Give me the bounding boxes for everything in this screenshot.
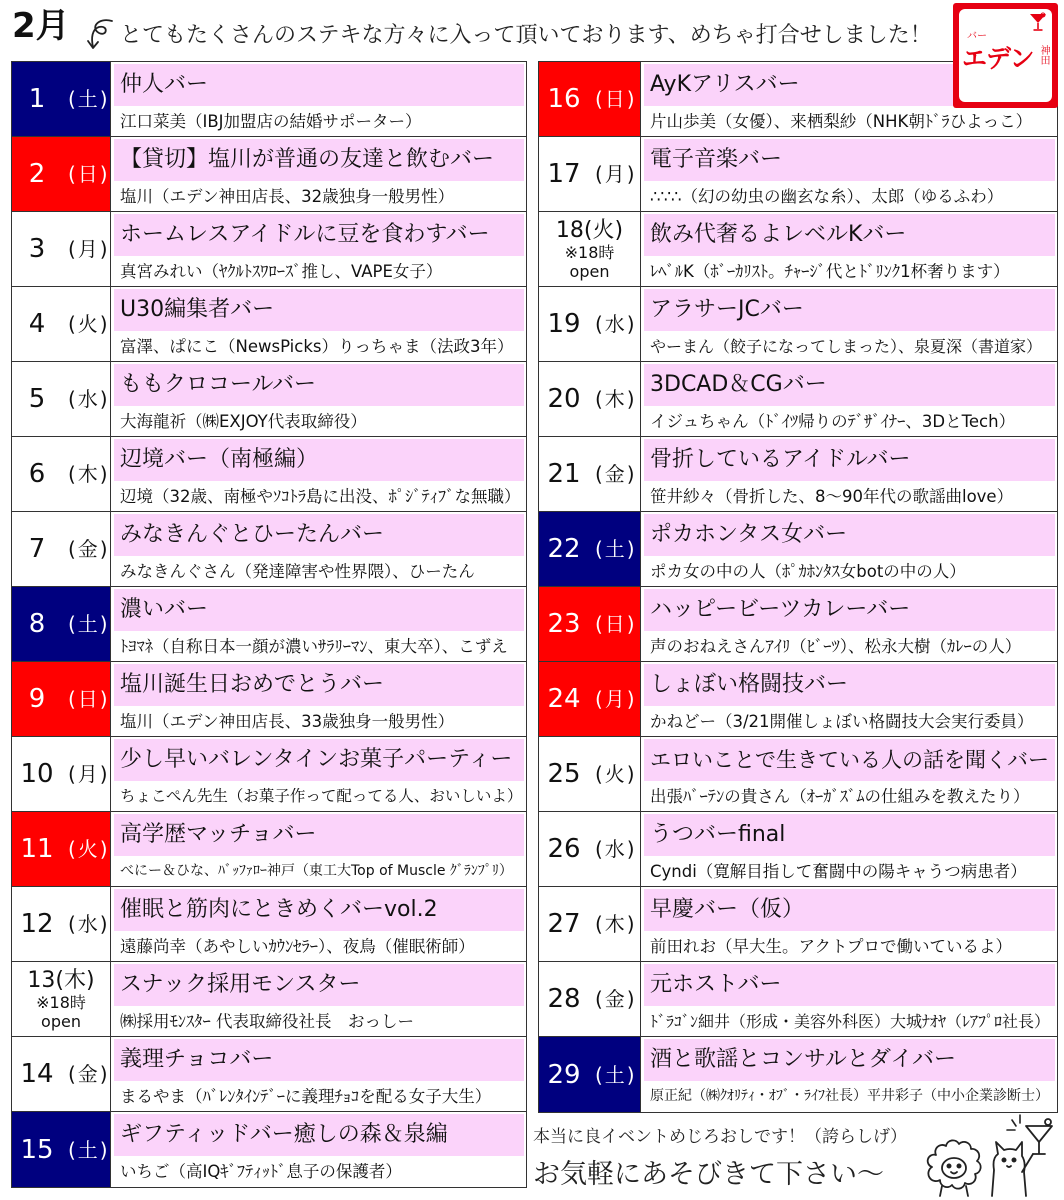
event-title: 3DCAD＆CGバー [644, 364, 1055, 406]
event-host: ちょこぺん先生（お菓子作って配ってる人、おいしいよ） [120, 787, 522, 805]
schedule-row [539, 362, 1057, 437]
day-number: 21 [547, 459, 581, 489]
event-title: 辺境バー（南極編） [114, 439, 524, 481]
event-title: 【貸切】塩川が普通の友達と飲むバー [114, 139, 524, 181]
schedule-row [539, 662, 1057, 737]
day-number: 18 [555, 217, 584, 243]
day-cell [12, 887, 111, 961]
day-weekday: (金) [595, 462, 637, 486]
event-cell [641, 362, 1057, 436]
eden-logo [953, 3, 1058, 108]
event-title: ギフティッドバー癒しの森＆泉編 [114, 1114, 524, 1156]
event-host: 塩川（エデン神田店長、33歳独身一般男性） [120, 712, 455, 731]
schedule-row [12, 62, 526, 137]
day-cell [12, 737, 111, 811]
event-cell [111, 1112, 526, 1187]
event-title: 骨折しているアイドルバー [644, 439, 1055, 481]
day-cell [12, 137, 111, 211]
day-cell [12, 1112, 111, 1187]
schedule-row [12, 1112, 526, 1187]
day-number: 4 [28, 309, 46, 339]
day-weekday: (月) [595, 687, 637, 711]
event-host: まるやま（ﾊﾞﾚﾝﾀｲﾝﾃﾞｰに義理ﾁｮｺを配る女子大生） [120, 1087, 492, 1106]
day-weekday: (月) [68, 237, 110, 261]
schedule-row [12, 662, 526, 737]
sheep-character [928, 1140, 981, 1196]
schedule-row [12, 212, 526, 287]
day-weekday: (木) [55, 967, 95, 993]
day-number: 17 [547, 159, 581, 189]
day-number: 5 [28, 384, 46, 414]
day-cell [12, 812, 111, 886]
event-title: みなきんぐとひーたんバー [114, 514, 524, 556]
event-title: しょぼい格闘技バー [644, 664, 1055, 706]
header-note: とてもたくさんのステキな方々に入って頂いております、めちゃ打合せしました！ [120, 23, 932, 48]
day-cell [539, 737, 641, 811]
day-weekday: (土) [68, 612, 110, 636]
schedule-row [12, 887, 526, 962]
event-host: 笹井紗々（骨折した、8～90年代の歌謡曲love） [650, 487, 1014, 506]
day-cell [12, 662, 111, 736]
day-cell [539, 887, 641, 961]
event-host: イジュちゃん（ﾄﾞｲﾂ帰りのﾃﾞｻﾞｲﾅｰ、3DとTech） [650, 412, 1016, 431]
event-title: スナック採用モンスター [114, 964, 524, 1006]
sparkle-icon [1007, 1115, 1020, 1130]
day-weekday: (金) [68, 537, 110, 561]
day-cell [539, 962, 641, 1036]
event-title: 塩川誕生日おめでとうバー [114, 664, 524, 706]
day-number: 8 [28, 609, 46, 639]
schedule-row [12, 1037, 526, 1112]
schedule-row [539, 812, 1057, 887]
day-number: 12 [20, 909, 54, 939]
day-cell [12, 287, 111, 361]
day-weekday: (土) [68, 87, 110, 111]
raised-cocktail-glass-icon [1026, 1119, 1052, 1154]
day-cell [539, 362, 641, 436]
event-host: ﾄﾖﾏﾈ（自称日本一顔が濃いｻﾗﾘｰﾏﾝ、東大卒）、こずえ [120, 637, 508, 656]
cocktail-glass-icon [1029, 12, 1047, 32]
event-title: うつバーfinal [644, 814, 1055, 856]
day-weekday: (金) [68, 1062, 110, 1086]
day-heading [27, 968, 94, 993]
day-number: 22 [547, 534, 581, 564]
logo-panel [959, 9, 1052, 102]
event-host: 辺境（32歳、南極やｿｺﾄﾗ島に出没、ﾎﾟｼﾞﾃｨﾌﾞな無職） [120, 487, 521, 506]
day-cell [539, 662, 641, 736]
event-title: 仲人バー [114, 64, 524, 106]
day-number: 24 [547, 684, 581, 714]
day-weekday: (水) [595, 312, 637, 336]
schedule-row [539, 887, 1057, 962]
day-number: 6 [28, 459, 46, 489]
right-schedule-table [538, 61, 1058, 1113]
day-number: 9 [28, 684, 46, 714]
event-host: かねどー（3/21開催しょぼい格闘技大会実行委員） [650, 712, 1034, 731]
day-cell [539, 812, 641, 886]
day-weekday: (水) [595, 837, 637, 861]
event-title: 飲み代奢るよレベルKバー [644, 214, 1055, 256]
day-weekday: (日) [595, 87, 637, 111]
schedule-row [12, 962, 526, 1037]
day-cell [539, 62, 641, 136]
schedule-row [539, 1037, 1057, 1112]
day-cell [12, 1037, 111, 1111]
day-number: 19 [547, 309, 581, 339]
day-weekday: (水) [68, 387, 110, 411]
day-weekday: (日) [68, 687, 110, 711]
footer-message: 本当に良イベントめじろおしです！（誇らしげ） [533, 1127, 907, 1147]
event-host: ㈱採用ﾓﾝｽﾀｰ 代表取締役社長 おっしー [120, 1012, 414, 1031]
schedule-row [12, 737, 526, 812]
day-weekday: (木) [595, 387, 637, 411]
schedule-row [12, 812, 526, 887]
schedule-row [12, 362, 526, 437]
day-number: 16 [547, 84, 581, 114]
day-number: 20 [547, 384, 581, 414]
event-cell [111, 1037, 526, 1111]
day-cell [539, 212, 641, 286]
day-weekday: (火) [68, 837, 110, 861]
day-number: 7 [28, 534, 46, 564]
event-cell [641, 887, 1057, 961]
day-cell [12, 62, 111, 136]
event-cell [111, 212, 526, 286]
day-weekday: (木) [595, 912, 637, 936]
event-host: 原正紀（㈱ｸｵﾘﾃｨ・ｵﾌﾞ・ﾗｲﾌ社長）平井彩子（中小企業診断士） [650, 1088, 1049, 1104]
day-weekday: (日) [595, 612, 637, 636]
event-host: 真宮みれい（ﾔｸﾙﾄｽﾜﾛｰｽﾞ推し、VAPE女子） [120, 262, 443, 281]
day-cell [539, 512, 641, 586]
event-cell [641, 1037, 1057, 1112]
schedule-row [539, 437, 1057, 512]
event-host: 片山歩美（女優）、来栖梨紗（NHK朝ﾄﾞﾗひよっこ） [650, 112, 1033, 131]
day-weekday: (日) [68, 162, 110, 186]
schedule-row [12, 512, 526, 587]
schedule-row [539, 287, 1057, 362]
event-host: 大海龍祈（㈱EXJOY代表取締役） [120, 412, 367, 431]
day-weekday: (水) [68, 912, 110, 936]
event-cell [111, 962, 526, 1036]
day-weekday: (火) [583, 217, 624, 243]
event-host: 江口菜美（IBJ加盟店の結婚サポーター） [120, 112, 422, 131]
footer-invitation: お気軽にあそびきて下さい〜 [533, 1159, 884, 1190]
event-cell [111, 662, 526, 736]
open-time-note: ※18時 [36, 992, 86, 1012]
event-host: いちご（高IQｷﾞﾌﾃｨｯﾄﾞ息子の保護者） [120, 1162, 402, 1181]
event-cell [111, 812, 526, 886]
day-weekday: (土) [595, 1062, 637, 1087]
day-cell [12, 512, 111, 586]
event-cell [641, 137, 1057, 211]
event-cell [111, 737, 526, 811]
curl-arrow-icon [86, 16, 118, 52]
day-cell [12, 587, 111, 661]
day-weekday: (土) [68, 1137, 110, 1162]
schedule-row [539, 587, 1057, 662]
day-number: 25 [547, 759, 581, 789]
event-host: みなきんぐさん（発達障害や性界隈）、ひーたん [120, 562, 475, 581]
day-number: 15 [20, 1134, 54, 1165]
event-title: エロいことで生きている人の話を聞くバー [644, 739, 1055, 781]
event-host: 塩川（エデン神田店長、32歳独身一般男性） [120, 187, 455, 206]
schedule-row [539, 212, 1057, 287]
event-host: 遠藤尚幸（あやしいｶｳﾝｾﾗｰ）、夜鳥（催眠術師） [120, 937, 475, 956]
event-title: ポカホンタス女バー [644, 514, 1055, 556]
day-number: 28 [547, 984, 581, 1014]
day-cell [12, 437, 111, 511]
day-weekday: (金) [595, 987, 637, 1011]
day-cell [539, 287, 641, 361]
schedule-row [539, 962, 1057, 1037]
event-cell [641, 962, 1057, 1036]
event-title: 酒と歌謡とコンサルとダイバー [644, 1039, 1055, 1081]
day-weekday: (月) [595, 162, 637, 186]
event-host: やーまん（餃子になってしまった）、泉夏深（書道家） [650, 337, 1043, 356]
event-cell [111, 437, 526, 511]
day-number: 26 [547, 834, 581, 864]
event-cell [111, 62, 526, 136]
day-weekday: (月) [68, 762, 110, 786]
event-host: ﾚﾍﾞﾙK（ﾎﾞｰｶﾘｽﾄ。ﾁｬｰｼﾞ代とﾄﾞﾘﾝｸ1杯奢ります） [650, 262, 1010, 281]
event-cell [641, 812, 1057, 886]
event-cell [641, 287, 1057, 361]
event-title: 早慶バー（仮） [644, 889, 1055, 931]
day-number: 10 [20, 759, 54, 789]
event-title: 電子音楽バー [644, 139, 1055, 181]
event-host: べにー＆ひな、ﾊﾞｯﾌｧﾛｰ神戸（東工大Top of Muscle ｸﾞﾗﾝﾌﾟﾘ） [120, 863, 513, 879]
day-cell [12, 962, 111, 1036]
event-host: 前田れお（早大生。アクトプロで働いているよ） [650, 937, 1013, 956]
day-number: 13 [27, 967, 56, 993]
character-doodle-icon [912, 1112, 1060, 1198]
event-cell [641, 662, 1057, 736]
cat-character [992, 1142, 1033, 1196]
day-weekday: (火) [595, 762, 637, 786]
event-host: ∴∵∴（幻の幼虫の幽玄な糸）、太郎（ゆるふわ） [650, 187, 1004, 206]
event-host: 富澤、ぱにこ（NewsPicks）りっちゃま（法政3年） [120, 337, 514, 356]
event-title: ホームレスアイドルに豆を食わすバー [114, 214, 524, 256]
event-cell [641, 212, 1057, 286]
event-title: AyKアリスバー [644, 64, 1055, 106]
event-title: 高学歴マッチョバー [114, 814, 524, 856]
open-time-note: open [569, 261, 610, 281]
event-title: アラサーJCバー [644, 289, 1055, 331]
logo-name: エデン [962, 44, 1034, 73]
open-time-note: open [41, 1011, 81, 1031]
event-title: U30編集者バー [114, 289, 524, 331]
schedule-row [539, 737, 1057, 812]
day-weekday: (木) [68, 462, 110, 486]
day-cell [539, 587, 641, 661]
day-number: 14 [20, 1059, 54, 1089]
schedule-row [539, 137, 1057, 212]
day-heading [556, 218, 623, 243]
event-cell [641, 587, 1057, 661]
event-host: ﾄﾞﾗｺﾞﾝ細井（形成・美容外科医）大城ﾅｵﾔ（ﾚｱﾌﾟﾛ社長） [650, 1012, 1051, 1031]
day-cell [12, 362, 111, 436]
day-cell [539, 1037, 641, 1112]
event-title: 少し早いバレンタインお菓子パーティー [114, 739, 524, 781]
event-title: 義理チョコバー [114, 1039, 524, 1081]
day-weekday: (火) [68, 312, 110, 336]
open-time-note: ※18時 [564, 242, 615, 262]
schedule-row [12, 287, 526, 362]
event-cell [111, 287, 526, 361]
day-number: 1 [28, 84, 46, 114]
event-cell [641, 512, 1057, 586]
event-cell [111, 137, 526, 211]
event-cell [111, 512, 526, 586]
month-heading: 2月 [12, 6, 70, 46]
left-schedule-table [11, 61, 527, 1188]
schedule-row [12, 437, 526, 512]
logo-area: 神田 [1038, 45, 1049, 65]
schedule-row [539, 512, 1057, 587]
day-number: 23 [547, 609, 581, 639]
event-title: ももクロコールバー [114, 364, 524, 406]
day-number: 29 [547, 1059, 581, 1090]
event-host: Cyndi（寛解目指して奮闘中の陽キャうつ病患者） [650, 862, 1027, 881]
logo-tag: バー [967, 31, 987, 42]
day-weekday: (土) [595, 537, 637, 561]
event-title: 濃いバー [114, 589, 524, 631]
event-cell [641, 437, 1057, 511]
day-cell [539, 137, 641, 211]
event-cell [111, 587, 526, 661]
event-host: ポカ女の中の人（ﾎﾟｶﾎﾝﾀｽ女botの中の人） [650, 562, 966, 581]
day-number: 11 [20, 834, 54, 864]
event-host: 出張ﾊﾞｰﾃﾝの貴さん（ｵｰｶﾞｽﾞﾑの仕組みを教えたり） [650, 787, 1030, 806]
schedule-row [12, 587, 526, 662]
day-cell [12, 212, 111, 286]
event-title: 元ホストバー [644, 964, 1055, 1006]
event-cell [111, 887, 526, 961]
event-host: 声のおねえさんｱｲﾘ（ﾋﾞｰﾂ）、松永大樹（ｶﾚｰの人） [650, 637, 1022, 656]
event-cell [641, 737, 1057, 811]
day-number: 27 [547, 909, 581, 939]
event-cell [111, 362, 526, 436]
event-title: 催眠と筋肉にときめくバーvol.2 [114, 889, 524, 931]
event-title: ハッピービーツカレーバー [644, 589, 1055, 631]
schedule-row [12, 137, 526, 212]
day-number: 3 [28, 234, 46, 264]
day-cell [539, 437, 641, 511]
day-number: 2 [28, 159, 46, 189]
